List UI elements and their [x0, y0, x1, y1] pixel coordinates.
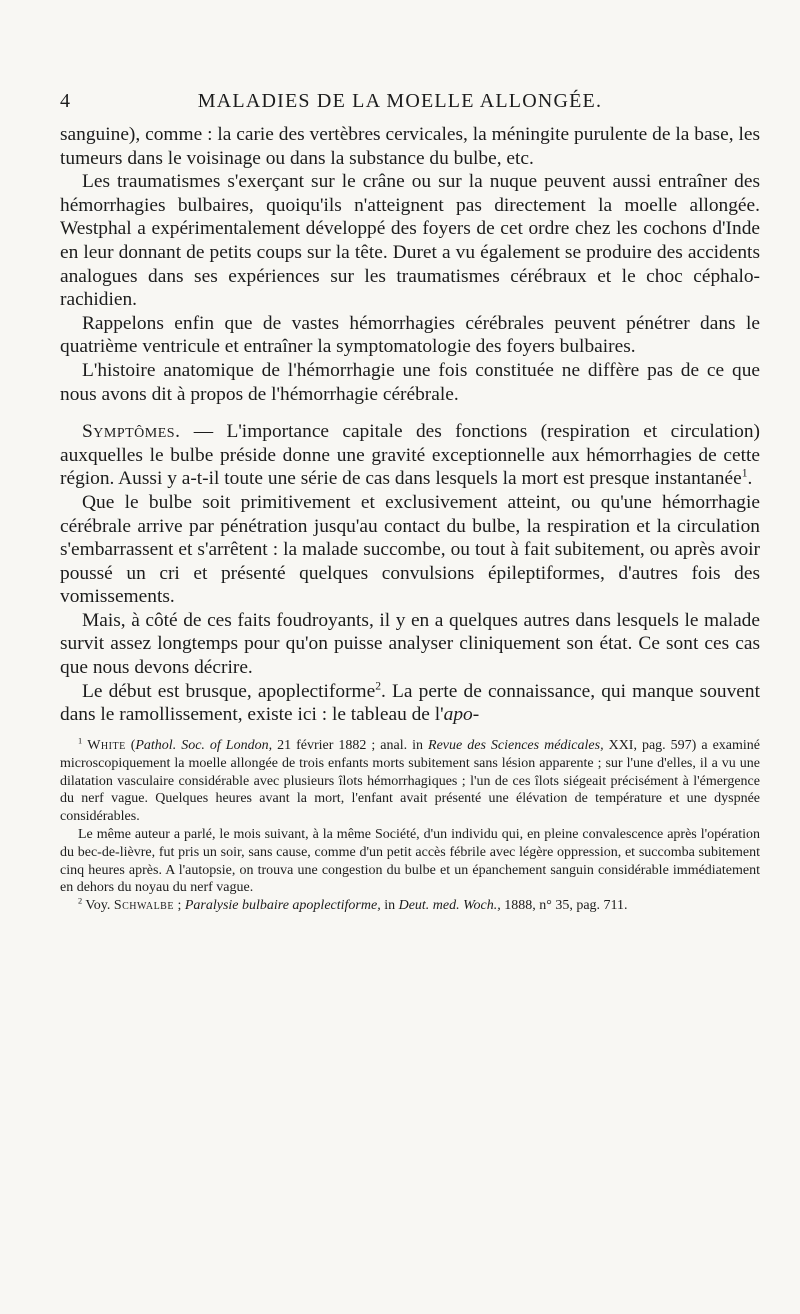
footnote-2-marker: 2 [78, 896, 83, 906]
footnotes [60, 737, 760, 915]
footnote-1-text-b: 21 février 1882 ; anal. in [272, 738, 429, 753]
paragraph-7: Mais, à côté de ces faits foudroyants, il y en a quelques autres dans lesquels le malade survit assez longtemps pour qu'on puisse analyser cliniquement son état. Ce sont ces cas que nous devons décrire. [60, 609, 760, 679]
running-title: MALADIES DE LA MOELLE ALLONGÉE. [197, 90, 603, 112]
footnote-1-author: White [87, 738, 126, 753]
paragraph-8 [60, 680, 760, 727]
footnote-1-marker: 1 [78, 736, 83, 746]
footnote-ref-1[interactable]: 1 [741, 466, 748, 480]
section-heading-symptomes: Symptômes. [82, 421, 181, 443]
footnote-2 [60, 897, 760, 915]
footnote-1-text-a: ( [125, 738, 136, 753]
footnote-2-text-b: ; [173, 898, 185, 914]
footnote-2-journal: Deut. med. Woch., [398, 898, 501, 914]
footnote-2-title: Paralysie bulbaire apoplectiforme, [184, 898, 381, 914]
paragraph-symptomes-text: — L'importance capitale des fonctions (respiration et circulation) auxquelles le bulbe préside donne une gravité exceptionnelle aux hémorrhagies de cette région. Aussi y a-t-il toute une série de cas dans lesquels la mort est presque instantanée [60, 421, 760, 490]
footnote-2-text-a: Voy. [82, 898, 114, 914]
paragraph-8-italic: apo- [443, 704, 480, 726]
page-number: 4 [60, 90, 70, 112]
paragraph-8-start: Le début est brusque, apoplectiforme [82, 680, 376, 702]
paragraph-2: Les traumatismes s'exerçant sur le crâne ou sur la nuque peuvent aussi entraîner des hémorrhagies bulbaires, quoiqu'ils n'atteignent pas directement la moelle allongée. Westphal a expérimentalement développé des foyers de cet ordre chez les cochons d'Inde en leur donnant de petits coups sur la tête. Duret a vu également se produire des accidents analogues dans ses expériences sur les traumatismes cérébraux et le choc céphalo-rachidien. [60, 171, 760, 311]
paragraph-1: sanguine), comme : la carie des vertèbres cervicales, la méningite purulente de la base, les tumeurs dans le voisinage ou dans la substance du bulbe, etc. [60, 124, 760, 169]
paragraph-symptomes [60, 420, 760, 491]
footnote-1-continuation: Le même auteur a parlé, le mois suivant, à la même Société, d'un individu qui, en pleine convalescence après l'opération du bec-de-lièvre, fut pris un soir, sans cause, comme d'un petit accès fébrile avec légère oppression, et succomba subitement cinq heures après. A l'autopsie, on trouva une congestion du bulbe et un épanchement sanguin considérable immédiatement en dehors du noyau du nerf vague. [60, 826, 760, 896]
body-text [60, 123, 760, 727]
footnote-1-journal: Revue des Sciences médicales, [428, 738, 604, 753]
footnote-1-source: Pathol. Soc. of London, [135, 738, 273, 753]
footnote-2-author: Schwalbe [113, 898, 174, 914]
footnote-1-text-c: XXI, pag. 597) a examiné microscopiquement la moelle allongée de trois enfants morts subitement sans lésion apparente ; sur l'une d'elles, il a vu une dilatation vasculaire considérable avec plusieurs îlots hémorrhagiques ; l'un de ces îlots siégeait précisément à l'émergence du nerf vague. Quelques heures avant la mort, l'enfant avait présenté une élévation de température et une dyspnée considérables. [60, 738, 760, 825]
paragraph-3: Rappelons enfin que de vastes hémorrhagies cérébrales peuvent pénétrer dans le quatrième ventricule et entraîner la symptomatologie des foyers bulbaires. [60, 312, 760, 358]
footnote-2-text-d: 1888, n° 35, pag. 711. [500, 898, 628, 914]
paragraph-symptomes-end: . [747, 468, 753, 490]
running-head [0, 90, 800, 114]
paragraph-4: L'histoire anatomique de l'hémorrhagie une fois constituée ne diffère pas de ce que nous avons dit à propos de l'hémorrhagie cérébrale. [60, 359, 760, 405]
footnote-1 [60, 737, 760, 826]
paragraph-6: Que le bulbe soit primitivement et exclusivement atteint, ou qu'une hémorrhagie cérébrale arrive par pénétration jusqu'au contact du bulbe, la respiration et la circulation s'embarrassent et s'arrêtent : la malade succombe, ou tout à fait subitement, ou après avoir poussé un cri et présenté quelques convulsions épileptiformes, d'autres fois des vomissements. [60, 491, 760, 608]
footnote-2-text-c: in [380, 898, 399, 914]
footnote-ref-2[interactable]: 2 [375, 679, 382, 693]
paragraph-8-middle: . La perte de connaissance, qui manque souvent dans le ramollissement, existe ici : le tableau de l' [60, 680, 760, 726]
